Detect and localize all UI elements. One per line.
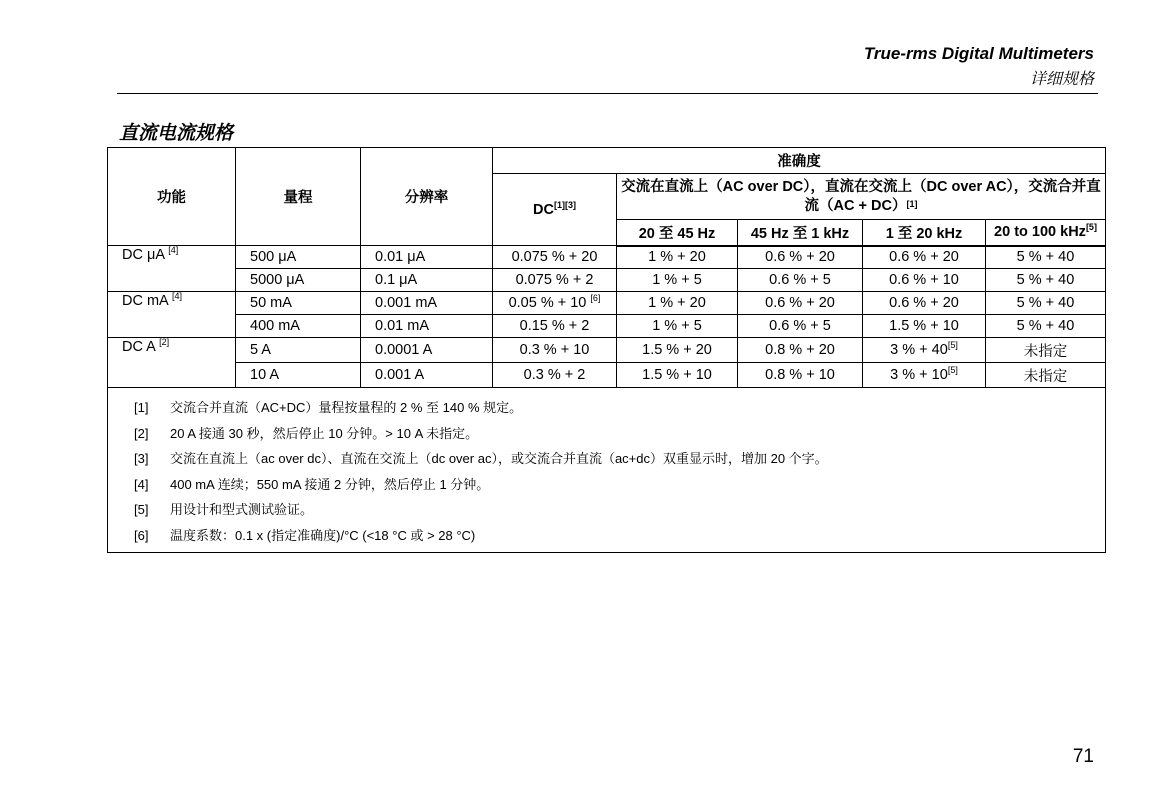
freq4-cell: 5 % + 40 xyxy=(986,315,1106,338)
freq1-cell: 1 % + 20 xyxy=(617,246,738,269)
dc-cell: 0.05 % + 10 [6] xyxy=(493,292,617,315)
table-row xyxy=(108,338,1106,363)
freq2-cell: 0.6 % + 20 xyxy=(738,246,863,269)
header-resolution: 分辨率 xyxy=(361,148,493,246)
table-row xyxy=(108,292,1106,315)
footnote-number: [5] xyxy=(134,502,149,517)
freq1-cell: 1 % + 5 xyxy=(617,315,738,338)
header-rule xyxy=(117,93,1098,94)
dc-cell: 0.3 % + 2 xyxy=(493,363,617,388)
function-cell: DC mA [4] xyxy=(108,292,236,338)
header-freq-4: 20 to 100 kHz[5] xyxy=(986,220,1106,246)
range-cell: 10 A xyxy=(236,363,361,388)
freq2-cell: 0.8 % + 20 xyxy=(738,338,863,363)
table-row xyxy=(108,246,1106,269)
footnote-number: [1] xyxy=(134,400,149,415)
range-cell: 5 A xyxy=(236,338,361,363)
header-acdc: 交流在直流上（AC over DC），直流在交流上（DC over AC），交流合并直流（AC + DC）[1] xyxy=(617,174,1106,220)
footnotes xyxy=(108,388,1106,553)
footnote xyxy=(108,421,1105,447)
resolution-cell: 0.001 A xyxy=(361,363,493,388)
freq4-cell: 5 % + 40 xyxy=(986,269,1106,292)
freq2-cell: 0.6 % + 5 xyxy=(738,315,863,338)
dc-current-spec-table xyxy=(107,147,1106,553)
range-cell: 500 μA xyxy=(236,246,361,269)
table-row xyxy=(108,315,1106,338)
freq3-cell: 0.6 % + 10 xyxy=(863,269,986,292)
footnote-text: 用设计和型式测试验证。 xyxy=(170,502,314,517)
resolution-cell: 0.01 mA xyxy=(361,315,493,338)
freq2-cell: 0.8 % + 10 xyxy=(738,363,863,388)
footnote-text: 交流在直流上（ac over dc）、直流在交流上（dc over ac），或交流合并直流（ac+dc）双重显示时，增加 20 个字。 xyxy=(170,451,828,466)
resolution-cell: 0.001 mA xyxy=(361,292,493,315)
footnote xyxy=(108,446,1105,472)
dc-cell: 0.15 % + 2 xyxy=(493,315,617,338)
footnote-number: [3] xyxy=(134,451,149,466)
header-freq-3: 1 至 20 kHz xyxy=(863,220,986,246)
header-subtitle: 详细规格 xyxy=(1029,71,1094,88)
freq4-cell: 未指定 xyxy=(986,338,1106,363)
section-title: 直流电流规格 xyxy=(119,122,234,144)
dc-cell: 0.075 % + 2 xyxy=(493,269,617,292)
header-freq-1: 20 至 45 Hz xyxy=(617,220,738,246)
function-cell: DC A [2] xyxy=(108,338,236,388)
resolution-cell: 0.1 μA xyxy=(361,269,493,292)
footnote xyxy=(108,395,1105,421)
freq1-cell: 1 % + 5 xyxy=(617,269,738,292)
resolution-cell: 0.01 μA xyxy=(361,246,493,269)
freq3-cell: 1.5 % + 10 xyxy=(863,315,986,338)
freq4-cell: 未指定 xyxy=(986,363,1106,388)
dc-cell: 0.3 % + 10 xyxy=(493,338,617,363)
freq2-cell: 0.6 % + 5 xyxy=(738,269,863,292)
footnote-text: 温度系数：0.1 x (指定准确度)/°C (<18 °C 或 > 28 °C) xyxy=(170,527,476,543)
table-row xyxy=(108,363,1106,388)
header-accuracy: 准确度 xyxy=(493,148,1106,174)
header-range: 量程 xyxy=(236,148,361,246)
footnote-number: [4] xyxy=(134,476,149,492)
freq3-cell: 3 % + 40[5] xyxy=(863,338,986,363)
range-cell: 400 mA xyxy=(236,315,361,338)
freq3-cell: 3 % + 10[5] xyxy=(863,363,986,388)
header-freq-2: 45 Hz 至 1 kHz xyxy=(738,220,863,246)
freq3-cell: 0.6 % + 20 xyxy=(863,246,986,269)
header-title: True-rms Digital Multimeters xyxy=(863,44,1094,63)
range-cell: 50 mA xyxy=(236,292,361,315)
range-cell: 5000 μA xyxy=(236,269,361,292)
function-cell: DC μA [4] xyxy=(108,246,236,292)
table-row xyxy=(108,269,1106,292)
footnote-text: 20 A 接通 30 秒，然后停止 10 分钟。> 10 A 未指定。 xyxy=(170,425,479,441)
resolution-cell: 0.0001 A xyxy=(361,338,493,363)
freq4-cell: 5 % + 40 xyxy=(986,292,1106,315)
freq1-cell: 1.5 % + 10 xyxy=(617,363,738,388)
freq1-cell: 1 % + 20 xyxy=(617,292,738,315)
page-number: 71 xyxy=(1072,746,1094,767)
header-dc: DC[1][3] xyxy=(493,174,617,246)
footnote-text: 400 mA 连续；550 mA 接通 2 分钟，然后停止 1 分钟。 xyxy=(170,476,490,492)
footnote-number: [6] xyxy=(134,527,149,543)
header-function: 功能 xyxy=(108,148,236,246)
footnote-number: [2] xyxy=(134,425,149,441)
dc-cell: 0.075 % + 20 xyxy=(493,246,617,269)
footnote-text: 交流合并直流（AC+DC）量程按量程的 2 % 至 140 % 规定。 xyxy=(170,400,523,415)
freq3-cell: 0.6 % + 20 xyxy=(863,292,986,315)
footnote xyxy=(108,472,1105,498)
footnote xyxy=(108,497,1105,523)
freq1-cell: 1.5 % + 20 xyxy=(617,338,738,363)
freq2-cell: 0.6 % + 20 xyxy=(738,292,863,315)
freq4-cell: 5 % + 40 xyxy=(986,246,1106,269)
footnote xyxy=(108,523,1105,549)
